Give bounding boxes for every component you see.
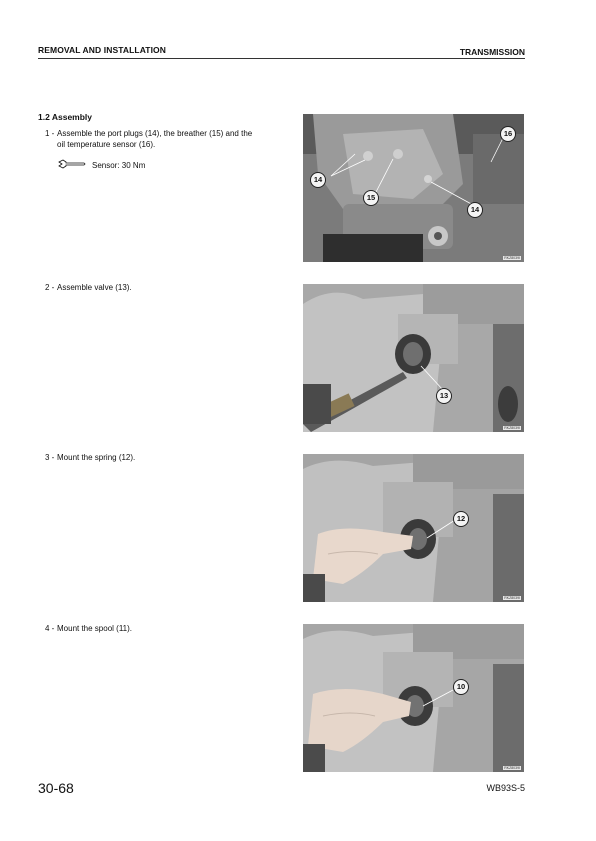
torque-spec-text: Sensor: 30 Nm xyxy=(92,160,146,170)
callout-12: 12 xyxy=(453,511,469,527)
step-number: 4 - xyxy=(45,624,55,633)
model-number: WB93S-5 xyxy=(486,783,525,793)
photo-code: RKZ8039I xyxy=(504,766,520,770)
step-1 xyxy=(45,128,290,150)
step-3 xyxy=(45,452,290,463)
step-number: 1 - xyxy=(45,129,55,138)
header-divider xyxy=(38,58,525,59)
callout-14: 14 xyxy=(467,202,483,218)
photo-valve xyxy=(303,284,524,432)
callout-14: 14 xyxy=(310,172,326,188)
torque-spec xyxy=(58,159,145,171)
step-number: 3 - xyxy=(45,453,55,462)
step-2 xyxy=(45,282,290,293)
callout-13: 13 xyxy=(436,388,452,404)
photo-code: RKZ8039I xyxy=(504,256,520,260)
step-number: 2 - xyxy=(45,283,55,292)
callout-15: 15 xyxy=(363,190,379,206)
photo-spool xyxy=(303,624,524,772)
header-chapter-title: TRANSMISSION xyxy=(459,47,525,57)
step-text: Mount the spool (11). xyxy=(57,624,133,633)
page-number: 30-68 xyxy=(38,780,74,796)
section-title: 1.2 Assembly xyxy=(38,112,93,122)
header-section-title: REMOVAL AND INSTALLATION xyxy=(38,45,167,55)
torque-wrench-icon xyxy=(58,159,86,171)
step-text-line1: Assemble the port plugs (14), the breather (15) and the xyxy=(57,129,253,138)
step-text-line2: oil temperature sensor (16). xyxy=(57,140,156,149)
step-4 xyxy=(45,623,290,634)
photo-spring xyxy=(303,454,524,602)
step-text: Mount the spring (12). xyxy=(57,453,136,462)
step-text: Assemble valve (13). xyxy=(57,283,132,292)
callout-10: 10 xyxy=(453,679,469,695)
photo-code: RKZ8039I xyxy=(504,426,520,430)
callout-16: 16 xyxy=(500,126,516,142)
photo-port-plugs-breather-sensor xyxy=(303,114,524,262)
photo-code: RKZ8039I xyxy=(504,596,520,600)
